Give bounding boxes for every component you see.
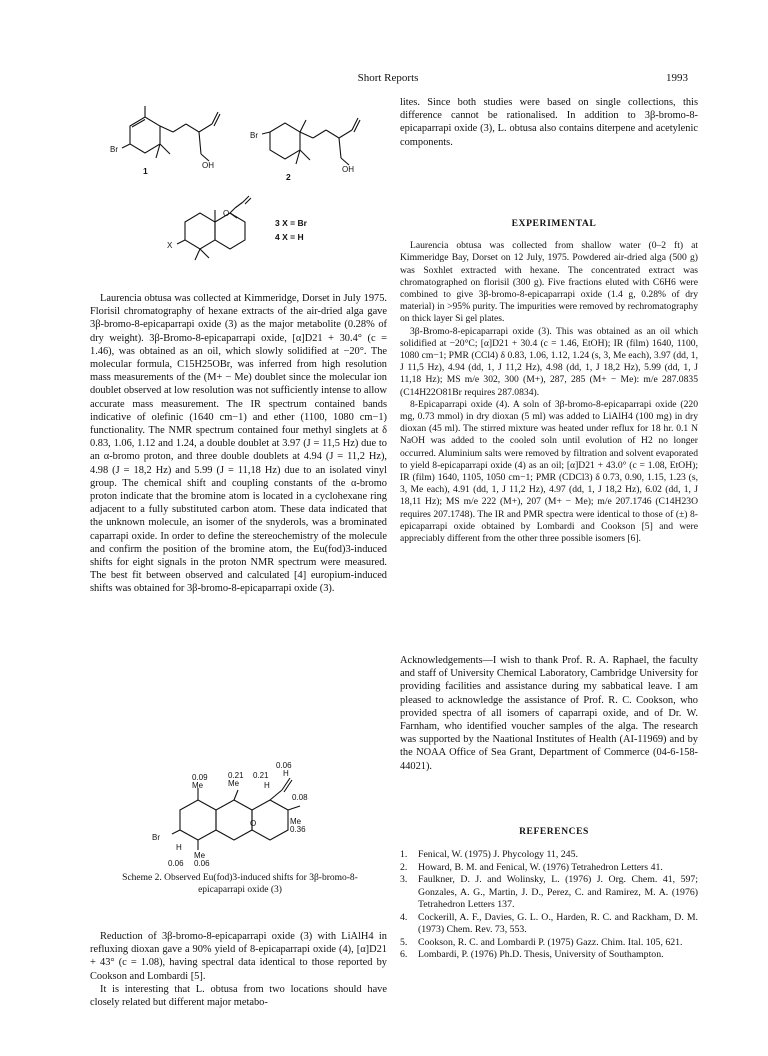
shift-0.06-h: 0.06: [168, 859, 184, 868]
shift-0.09: 0.09: [192, 773, 208, 782]
structure-label-4: 4 X = H: [275, 232, 304, 242]
journal-section: Short Reports: [357, 72, 419, 84]
oxygen-label: O: [223, 209, 230, 218]
experimental-paragraph-1: Laurencia obtusa was collected from shallow water (0–2 ft) at Kimmeridge Bay, Dorset on 12 July, 1975. Powdered air-dried alga (500 g) was Soxhlet extracted with hexane. The concentrated extract was chromatographed on florisil (300 g). Five fractions eluted with C6H6 were combined to give 3β-bromo-8-epicaparrapi oxide (1.4 g, 0.28% of dry material) in >95% purity. The impurities were removed by rechromatography on thick layer Si gel plates.: [400, 240, 698, 325]
references-list: [400, 849, 698, 962]
x-label: X: [167, 241, 173, 250]
structure-number-2: 2: [286, 172, 291, 182]
acknowledgements-text: Acknowledgements—I wish to thank Prof. R. A. Raphael, the faculty and staff of University Chemical Laboratory, Cambridge University for providing facilities and assistance during my sabbatical leave. I am pleased to acknowledge the assistance of Prof. R. C. Cookson, who provided spectra of all isomers of caparrapi oxide, and of Dr. W. Farnham, who identified voucher samples of the alga. The research was supported by the Naational Institutes of Health (AI-11969) and by the NOAA Office of Sea Grant, Department of Commerce (04-6-158-44021).: [400, 655, 698, 772]
me-label-1: Me: [192, 781, 204, 790]
h-label-2: H: [264, 781, 270, 790]
shift-0.36: 0.36: [290, 825, 306, 834]
reference-item: 3. Faulkner, D. J. and Wolinsky, L. (1976) J. Org. Chem. 41, 597; Gonzales, A. G., Martin, J. D., Perez, C. and Ramirez, M. A. (1976) Tetrahedron Letters 137.: [400, 874, 698, 911]
structure-1: [110, 96, 245, 178]
shift-0.06-me: 0.06: [194, 859, 210, 868]
left-body: [90, 292, 387, 596]
me-label-3: Me: [290, 817, 302, 826]
h-label-1: H: [283, 769, 289, 778]
structure-3-4: [165, 188, 365, 268]
scheme-oxygen: O: [250, 819, 257, 828]
left-bottom: [90, 930, 387, 1009]
h-label-3: H: [176, 843, 182, 852]
scheme-2: [150, 760, 340, 868]
shift-0.06-top: 0.06: [276, 761, 292, 770]
experimental-paragraph-3: 8-Epicaparrapi oxide (4). A soln of 3β-bromo-8-epicaparrapi oxide (220 mg, 0.73 mmol) in dry dioxan (5 ml) was added to LiAlH4 (100 mg) in dry dioxan (45 ml). The stirred mixture was heated under reflux for 18 hr. 0.1 N NaOH was added to the cooled soln until evolution of H2 no longer occurred. Aluminium salts were removed by filtration and solvent evaporated to yield 8-epicaparrapi oxide (4) as an oil; [α]D21 + 43.0° (c = 1.08, EtOH); IR (film) 1640, 1105, 1050 cm−1; PMR (CDCl3) δ 0.73, 0.90, 1.15, 1.23 (s, 3, Me each), 4.91 (dd, 1, J 11,2 Hz), 4.97 (dd, 1, J 18,2 Hz), 6.02 (dd, 1, J 18,11 Hz); MS m/e 222 (M+), 207 (M+ − Me); m/e 207.1746 (C14H23O requires 207.1748). The IR and PMR spectra were identical to those of (±) 8-epicaparrapi oxide obtained by Lombardi and Cookson [5] and were appreciably different from the other three possible isomers [6].: [400, 398, 698, 545]
reference-item: 4. Cockerill, A. F., Davies, G. L. O., Harden, R. C. and Rackham, D. M. (1973) Chem. Rev. 73, 553.: [400, 911, 698, 936]
experimental-section: [400, 218, 698, 545]
reduction-paragraph: Reduction of 3β-bromo-8-epicaparrapi oxide (3) with LiAlH4 in refluxing dioxan gave a 90% yield of 8-epicaparrapi oxide (4), [α]D21 + 43° (c = 1.08), having spectral data identical to those reported by Cookson and Lombardi [5].: [90, 931, 387, 982]
interesting-paragraph: It is interesting that L. obtusa from two locations should have closely related but different major metabo-: [90, 983, 387, 1009]
right-continuation: lites. Since both studies were based on single collections, this difference cannot be rationalised. In addition to 3β-bromo-8-epicaparrapi oxide (3), L. obtusa also contains diterpene and acetylenic components.: [400, 97, 698, 148]
experimental-heading: EXPERIMENTAL: [511, 218, 597, 229]
shift-0.08: 0.08: [292, 793, 308, 802]
page-header: [88, 72, 688, 88]
me-label-2: Me: [228, 779, 240, 788]
references-heading: REFERENCES: [519, 827, 589, 837]
scheme-caption: Scheme 2. Observed Eu(fod)3-induced shifts for 3β-bromo-8-epicaparrapi oxide (3): [122, 873, 358, 895]
reference-item: 2. Howard, B. M. and Fenical, W. (1976) Tetrahedron Letters 41.: [400, 861, 663, 873]
experimental-paragraph-2: 3β-Bromo-8-epicaparrapi oxide (3). This was obtained as an oil which solidified at −20°C; [α]D21 + 30.4 (c = 1.46, EtOH); IR (film) 1640, 1100, 1080 cm−1; PMR (CCl4) δ 0.83, 1.06, 1.12, 1.24 (s, 3, Me each), 3.97 (dd, 1, J 11,5 Hz), 4.94 (dd, 1, J 11,2 Hz), 4.98 (dd, 1, J 18,2 Hz), 5.99 (dd, 1, J 11,18 Hz); MS m/e 302, 300 (M+), 287, 285 (M+ − Me): m/e 287.0835 (C14H22O81Br requires 287.0834).: [400, 325, 698, 398]
me-label-4: Me: [194, 851, 206, 860]
oh-label-1: OH: [202, 161, 214, 170]
br-label-2: Br: [250, 131, 258, 140]
shift-0.21: 0.21: [228, 771, 244, 780]
structure-label-3: 3 X = Br: [275, 218, 307, 228]
oh-label-2: OH: [342, 165, 354, 174]
acknowledgements: [400, 654, 698, 773]
br-label-1: Br: [110, 145, 118, 154]
body-paragraph-1: Laurencia obtusa was collected at Kimmeridge, Dorset in July 1975. Florisil chromatography of hexane extracts of the air-dried alga gave 3β-bromo-8-epicaparrapi oxide (3) as the major metabolite (0.28% of dry weight). 3β-Bromo-8-epicaparrapi oxide, [α]D21 + 30.4° (c = 1.46), was obtained as an oil, which slowly solidified at −20°. The molecular formula, C15H25OBr, was inferred from high resolution mass measurements of the (M+ − Me) doublet since the molecular ion doublet observed at low resolution was not sufficiently intense to allow accurate mass measurement. The IR spectrum contained bands indicative of olefinic (1640 cm−1) and ether (1100, 1080 cm−1) functionality. The NMR spectrum contained four methyl singlets at δ 0.83, 1.06, 1.12 and 1.24, a double doublet at 3.97 (J = 11,5 Hz) due to an α-bromo proton, and three double doublets at 4.94 (J = 11,2 Hz), 4.98 (J = 18,2 Hz) and 5.99 (J = 11,18 Hz) due to an isolated vinyl group. The chemical shift and coupling constants of the α-bromo proton indicate that the bromine atom is located in a cyclohexane ring adjacent to a fully substituted carbon atom. These data indicated that the unknown molecule, an isomer of the snyderols, was a brominated caparrapi oxide. In order to define the stereochemistry of the molecule and confirm the position of the bromine atom, the Eu(fod)3-induced shifts for eight signals in the proton NMR spectrum were measured. The best fit between observed and calculated [4] europium-induced shifts was obtained for 3β-bromo-8-epicaparrapi oxide (3).: [90, 293, 387, 595]
reference-item: 6. Lombardi, P. (1976) Ph.D. Thesis, University of Southampton.: [400, 949, 664, 961]
right-top: [400, 96, 698, 149]
page-number: 1993: [666, 72, 688, 84]
references-section: [400, 826, 698, 962]
reference-item: 5. Cookson, R. C. and Lombardi P. (1975) Gazz. Chim. Ital. 105, 621.: [400, 936, 683, 948]
shift-0.21-top: 0.21: [253, 771, 269, 780]
reference-item: 1. Fenical, W. (1975) J. Phycology 11, 245.: [400, 849, 578, 861]
structure-2: [250, 108, 385, 190]
structure-number-1: 1: [143, 166, 148, 176]
scheme-br: Br: [152, 833, 160, 842]
